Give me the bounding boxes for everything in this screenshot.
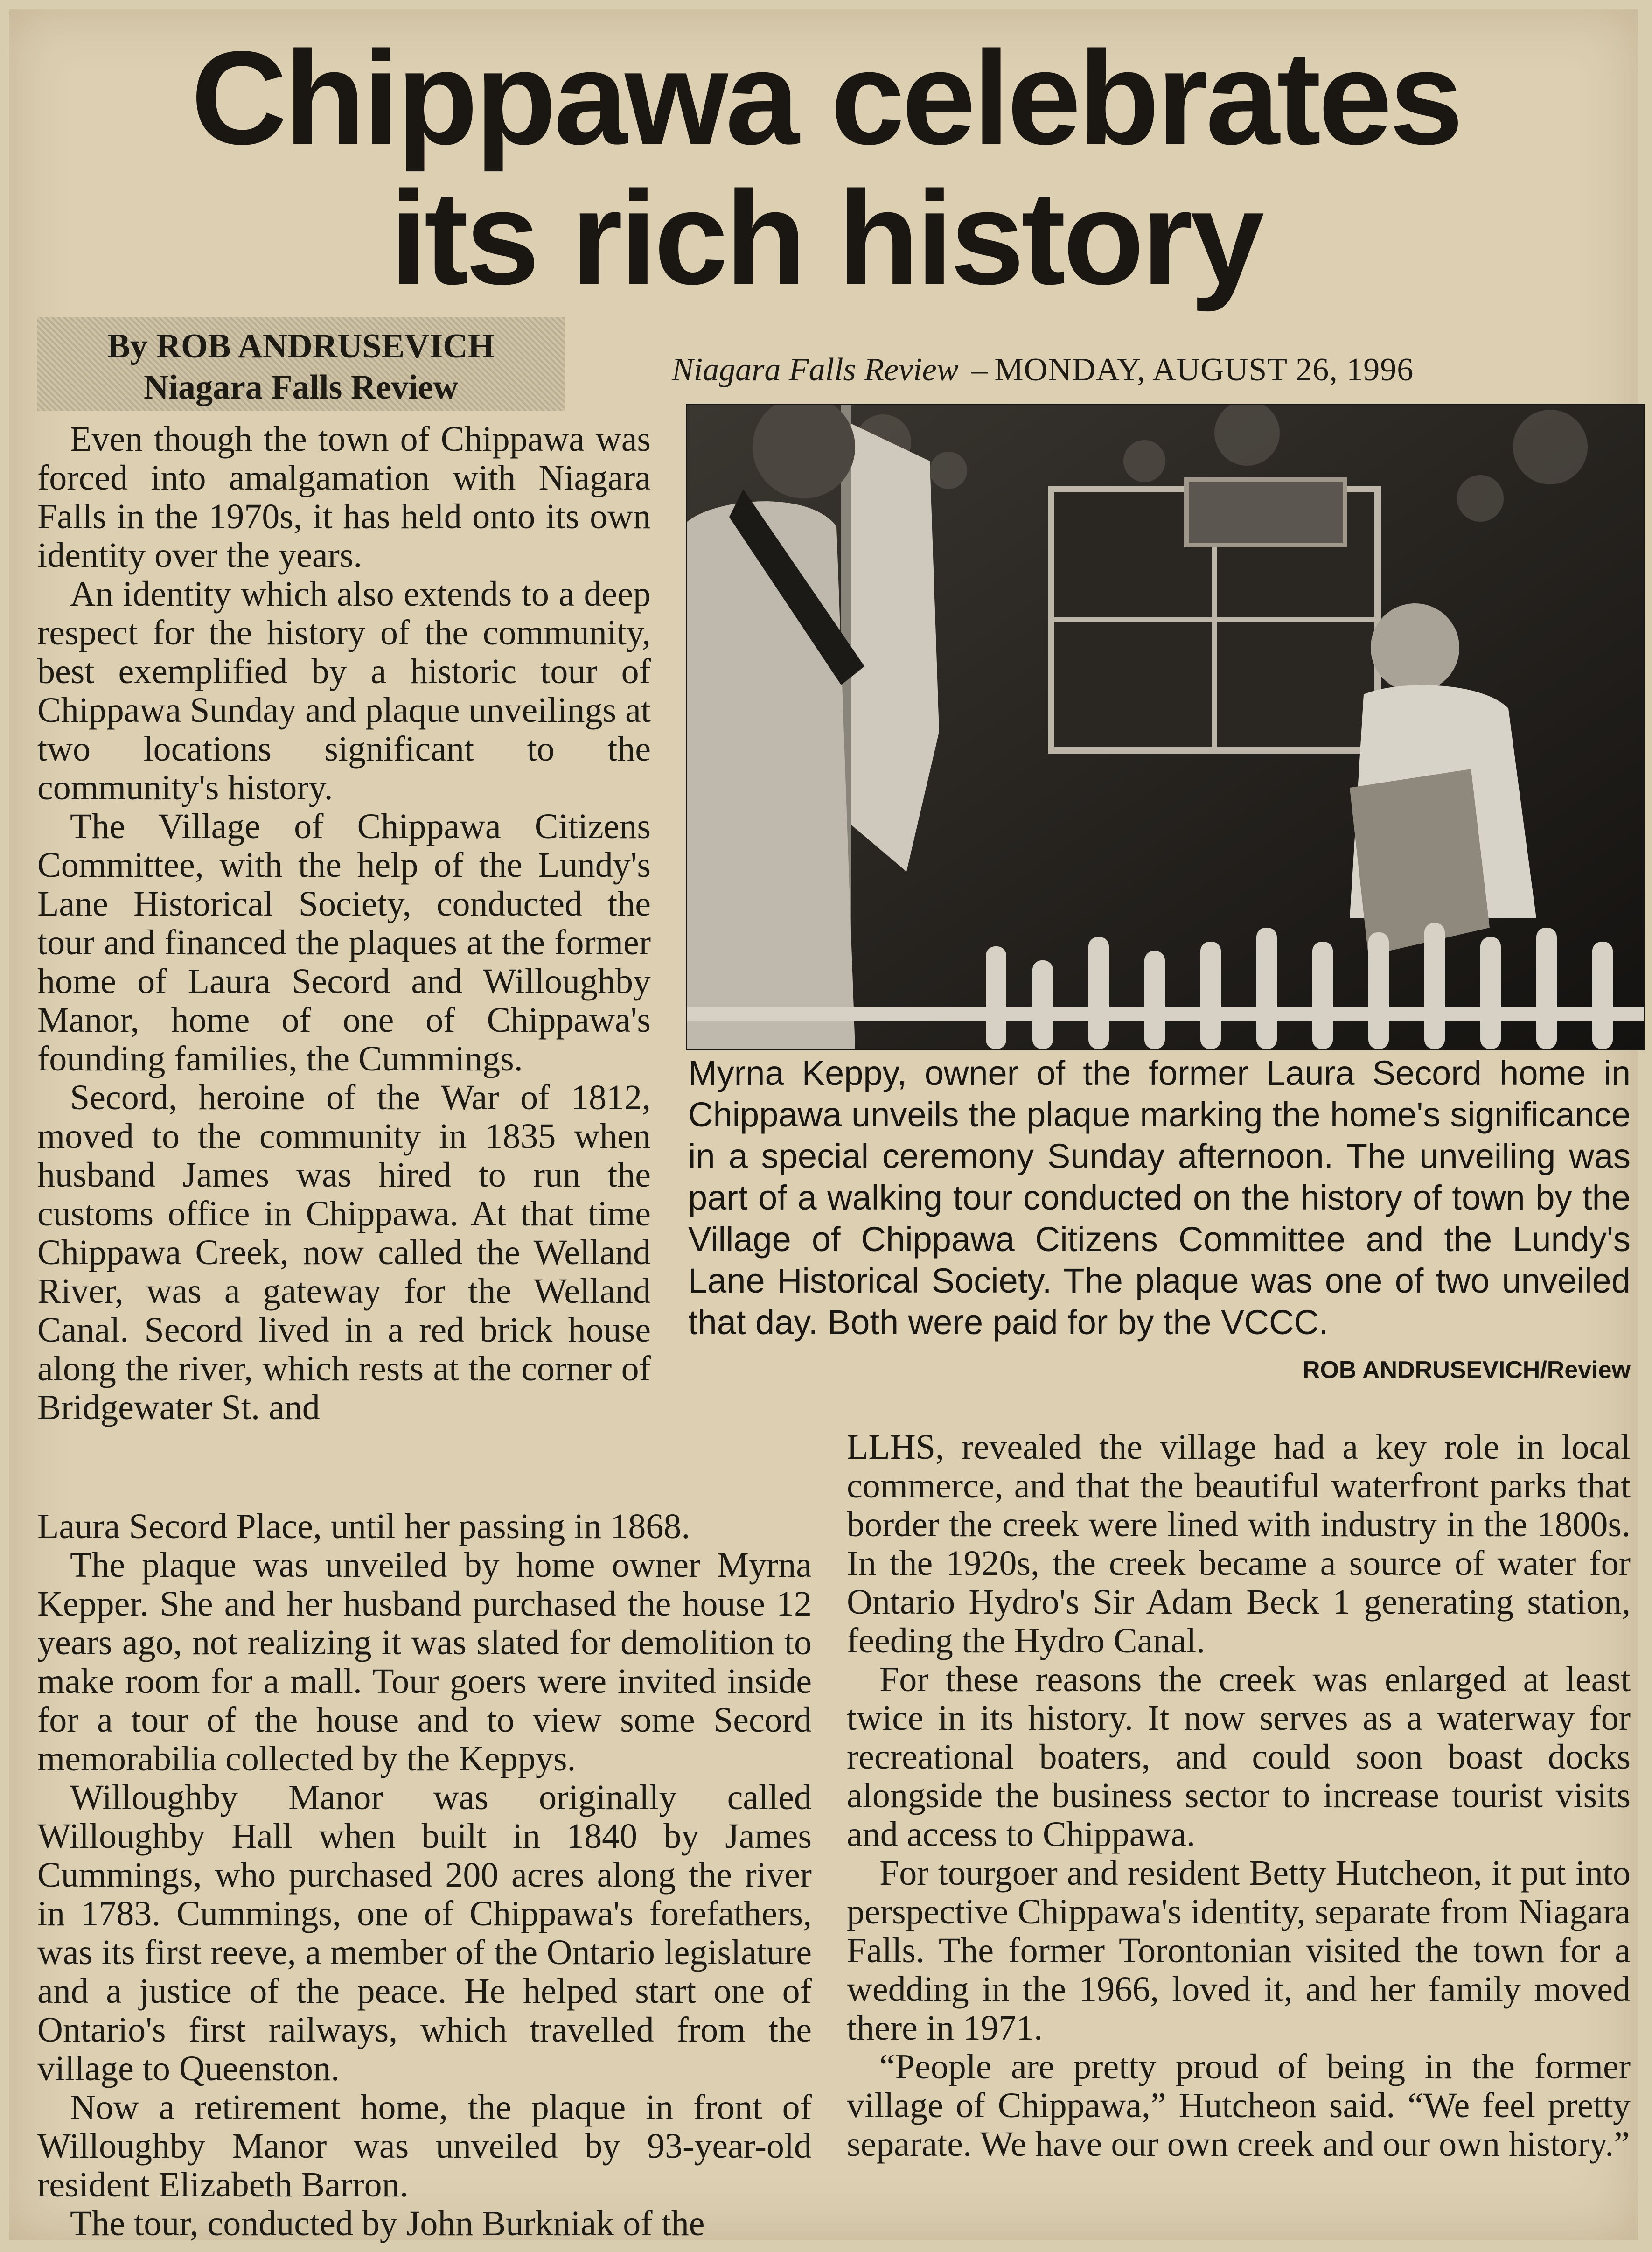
article-continuation: LLHS, revealed the village had a key role in local commerce, and that the beautiful waterfront parks that border the creek were lined with industry in the 1800s. In the 1920s, the creek became a source of water for Ontario Hydro's Sir Adam Beck 1 generating station, feeding the Hydro Canal. — [847, 1427, 1631, 1660]
byline-outlet: Niagara Falls Review — [143, 368, 459, 406]
article-paragraph: Willoughby Manor was originally called Willoughby Hall when built in 1840 by James Cummings, who purchased 200 acres along the river in 1783. Cummings, one of Chippawa's forefathers, was its first reeve, a member of the Ontario legislature and a justice of the peace. He helped start one of Ontario's first railways, which travelled from the village to Queenston. — [37, 1778, 812, 2088]
article-paragraph: The tour, conducted by John Burkniak of the — [70, 2204, 705, 2243]
photo-caption — [688, 1052, 1631, 1391]
newspaper-clipping — [9, 9, 1638, 2243]
dateline-publication: Niagara Falls Review — [672, 352, 959, 388]
dateline-dash: – — [971, 352, 988, 388]
article-paragraph: “People are pretty proud of being in the former village of Chippawa,” Hutcheon said. “We feel pretty separate. We have our own creek and our own history.” — [847, 2047, 1631, 2164]
article-paragraph: For tourgoer and resident Betty Hutcheon, it put into perspective Chippawa's identity, separate from Niagara Falls. The former Torontonian visited the town for a wedding in the 1966, loved it, and her family moved there in 1971. — [847, 1853, 1631, 2048]
photo-image — [687, 405, 1644, 1049]
article-paragraph: Secord, heroine of the War of 1812, moved to the community in 1835 when husband James was hired to run the customs office in Chippawa. At that time Chippawa Creek, now called the Welland River, was a gateway for the Welland Canal. Secord lived in a red brick house along the river, which rests at the corner of Bridgewater St. and — [37, 1078, 651, 1427]
headline: Chippawa celebrates its rich history — [191, 24, 1461, 312]
dateline-date: MONDAY, AUGUST 26, 1996 — [994, 352, 1414, 388]
article-column-1 — [37, 420, 651, 1427]
article-paragraph: Now a retirement home, the plaque in front of Willoughby Manor was unveiled by 93-year-old resident Elizabeth Barron. — [37, 2088, 812, 2204]
article-paragraph: An identity which also extends to a deep respect for the history of the community, best exemplified by a historic tour of Chippawa Sunday and plaque unveilings at two locations significant to the community's history. — [37, 574, 651, 807]
article-paragraph: Even though the town of Chippawa was forced into amalgamation with Niagara Falls in the 1970s, it has held onto its own identity over the years. — [37, 420, 651, 575]
article-paragraph: The Village of Chippawa Citizens Committee, with the help of the Lundy's Lane Historical Society, conducted the tour and financed the plaques at the former home of Laura Secord and Willoughby Manor, home of one of Chippawa's founding families, the Cummings. — [37, 807, 651, 1078]
article-paragraph: The plaque was unveiled by home owner Myrna Kepper. She and her husband purchased the house 12 years ago, not realizing it was slated for demolition to make room for a mall. Tour goers were invited inside for a tour of the house and to view some Secord memorabilia collected by the Keppys. — [37, 1546, 812, 1778]
article-column-2 — [37, 1507, 812, 2243]
article-paragraph: For these reasons the creek was enlarged at least twice in its history. It now serves as a waterway for recreational boaters, and could soon boast docks alongside the business sector to increase tourist visits and access to Chippawa. — [847, 1660, 1631, 1854]
caption-text: Myrna Keppy, owner of the former Laura Secord home in Chippawa unveils the plaque marking the home's significance in a special ceremony Sunday afternoon. The unveiling was part of a walking tour conducted on the history of town by the Village of Chippawa Citizens Committee and the Lundy's Lane Historical Society. The plaque was one of two unveiled that day. Both were paid for by the VCCC. — [688, 1054, 1631, 1342]
article-column-3 — [847, 1428, 1631, 2164]
byline-author: By ROB ANDRUSEVICH — [107, 327, 495, 365]
news-photo — [686, 404, 1645, 1050]
dateline — [672, 344, 1628, 396]
byline-box — [37, 317, 565, 411]
article-continuation: Laura Secord Place, until her passing in 1868. — [37, 1507, 690, 1546]
photo-credit: ROB ANDRUSEVICH/Review — [1302, 1357, 1631, 1384]
